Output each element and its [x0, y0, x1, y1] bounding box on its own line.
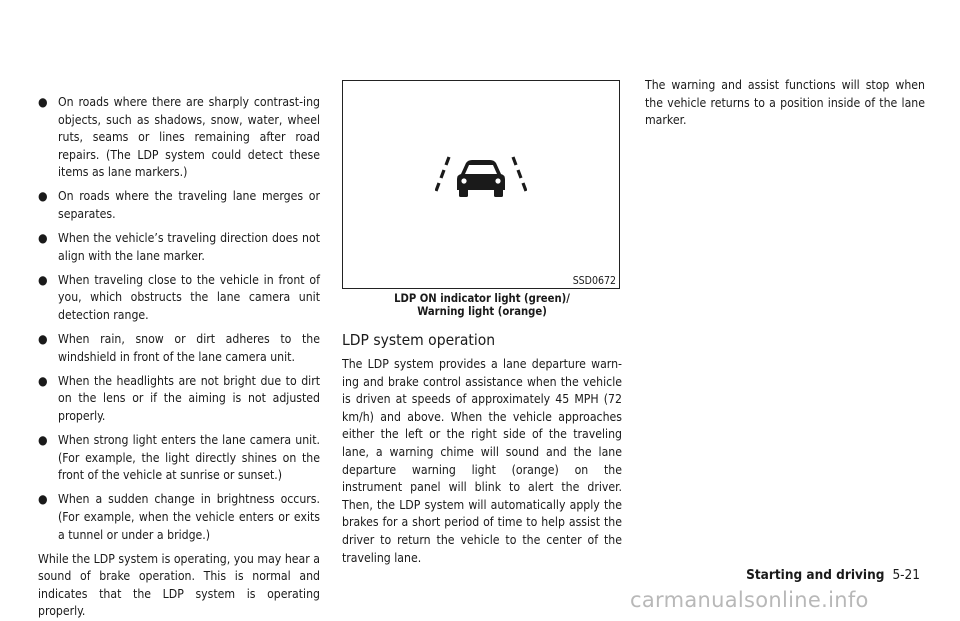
right-column [645, 77, 925, 130]
list-item: ● When rain, snow or dirt adheres to the windshield in front of the lane camera unit. [38, 332, 320, 364]
watermark: carmanualsonline.info [630, 588, 869, 612]
figure-code: SSD0672 [572, 275, 616, 287]
lane-departure-car-icon [435, 155, 527, 201]
bullet-list [38, 94, 320, 544]
section-heading: LDP system operation [342, 331, 496, 349]
footer-section-title: Starting and driving [746, 567, 885, 583]
list-item: ● On roads where there are sharply contrast-ing objects, such as shadows, snow, water, wheel ruts, seams or lines remaining after road repairs. (The LDP system could detect these items as lane markers.) [38, 95, 320, 180]
bullet-icon: ● [38, 332, 48, 347]
list-item: ● When traveling close to the vehicle in front of you, which obstructs the lane camera unit detection range. [38, 272, 320, 323]
warning-stop-note: The warning and assist functions will stop when the vehicle returns to a position inside of the lane marker. [645, 78, 925, 128]
left-column [38, 94, 320, 621]
list-item: ● When the headlights are not bright due to dirt on the lens or if the aiming is not adjusted properly. [38, 373, 320, 423]
middle-column [342, 80, 622, 567]
list-item: ● When strong light enters the lane camera unit. (For example, the light directly shines on the front of the vehicle at sunrise or sunset.) [38, 433, 320, 483]
bullet-icon: ● [38, 272, 48, 287]
page-number: 5-21 [892, 567, 920, 583]
list-item: ● When a sudden change in brightness occurs. (For example, when the vehicle enters or exits a tunnel or under a bridge.) [38, 492, 320, 542]
bullet-icon: ● [38, 95, 48, 109]
caption-line-1: LDP ON indicator light (green)/ [394, 292, 570, 305]
ldp-operation-note: While the LDP system is operating, you may hear a sound of brake operation. This is normal and indicates that the LDP system is operating properly. [38, 551, 320, 619]
bullet-icon: ● [38, 492, 48, 507]
figure-caption [342, 292, 622, 318]
bullet-icon: ● [38, 373, 48, 388]
bullet-icon: ● [38, 433, 48, 448]
list-item: ● On roads where the traveling lane merges or separates. [38, 189, 320, 222]
page-footer [746, 567, 920, 583]
caption-line-2: Warning light (orange) [417, 305, 547, 318]
figure-ldp-indicator [342, 80, 620, 289]
bullet-icon: ● [38, 189, 48, 204]
bullet-icon: ● [38, 231, 48, 246]
list-item: ● When the vehicle’s traveling direction does not align with the lane marker. [38, 231, 320, 263]
ldp-operation-description: The LDP system provides a lane departure warn-ing and brake control assistance when the vehicle is driven at speeds of approximately 45 MPH (72 km/h) and above. When the vehicle approaches either the left or the right side of the traveling lane, a warning chime will sound and the lane departure warning light (orange) on the instrument panel will blink to alert the driver. Then, the LDP system will automatically apply the brakes for a short period of time to help assist the driver to return the vehicle to the center of the traveling lane. [342, 357, 622, 565]
